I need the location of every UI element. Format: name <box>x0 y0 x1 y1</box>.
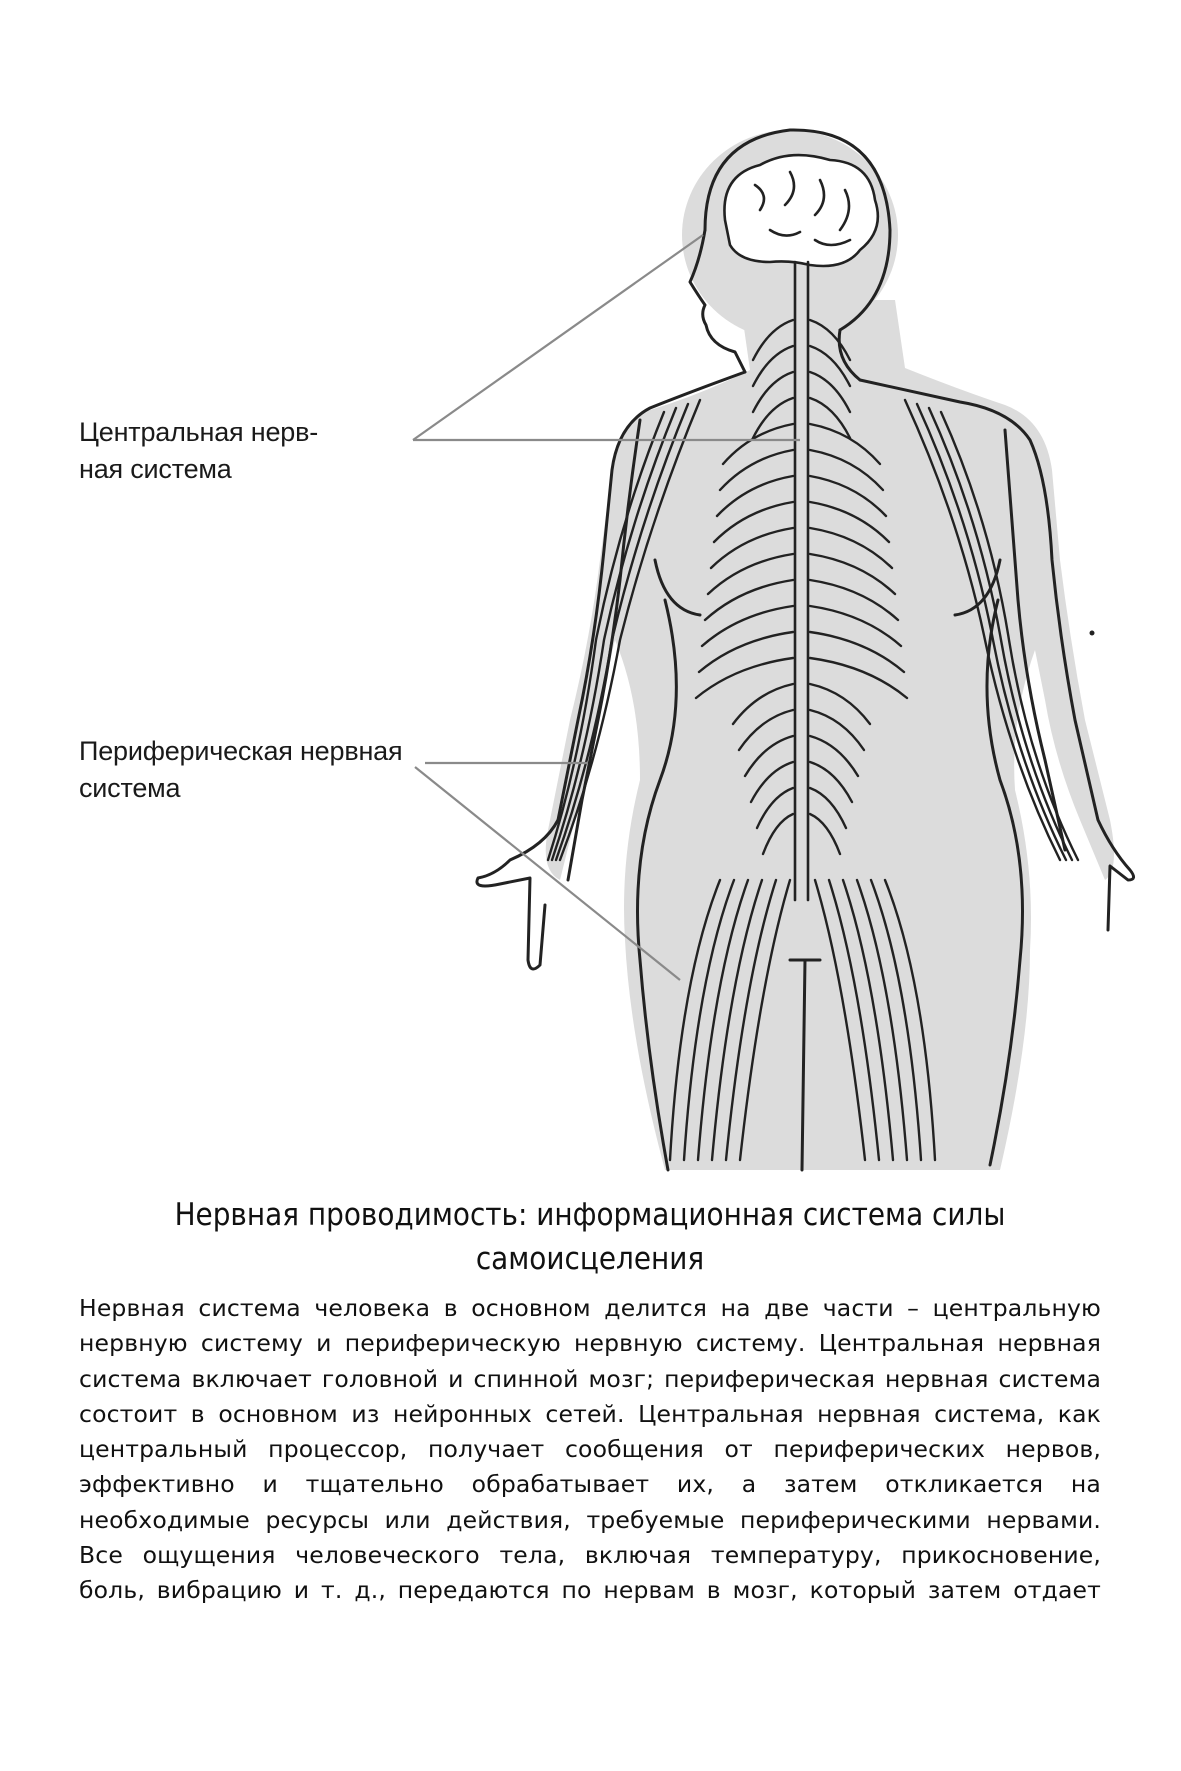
text-line: состоит в основном из нейронных сетей. Центральная нервная система, как <box>79 1399 1101 1428</box>
caption-line1: Нервная проводимость: информационная система силы <box>174 1197 1006 1233</box>
pns-label-line2: система <box>79 773 181 803</box>
pns-label <box>79 733 402 807</box>
caption-line2: самоисцеления <box>475 1241 705 1277</box>
cns-label-line2: ная система <box>79 454 232 484</box>
text-line: система включает головной и спинной мозг; периферическая нервная система <box>79 1364 1101 1393</box>
cns-label <box>79 414 318 488</box>
text-line: центральный процессор, получает сообщения от периферических нервов, <box>79 1435 1101 1464</box>
cns-label-line1: Центральная нерв- <box>79 417 319 447</box>
text-line: боль, вибрацию и т. д., передаются по нервам в мозг, который затем отдает <box>79 1576 1101 1605</box>
text-line: Нервная система человека в основном делится на две части – центральную <box>79 1294 1101 1322</box>
pns-label-line1: Периферическая нервная <box>79 736 403 766</box>
text-line: эффективно и тщательно обрабатывает их, а затем откликается на <box>79 1470 1101 1499</box>
body-paragraph <box>79 1291 1101 1609</box>
text-line: Все ощущения человеческого тела, включая температуру, прикосновение, <box>79 1541 1101 1570</box>
text-line: нервную систему и периферическую нервную систему. Центральная нервная <box>79 1329 1101 1358</box>
brain-drawing <box>724 155 877 266</box>
speck-mark <box>1090 631 1095 636</box>
figure-caption <box>149 1193 1031 1281</box>
text-line: необходимые ресурсы или действия, требуемые периферическими нервами. <box>79 1505 1101 1534</box>
